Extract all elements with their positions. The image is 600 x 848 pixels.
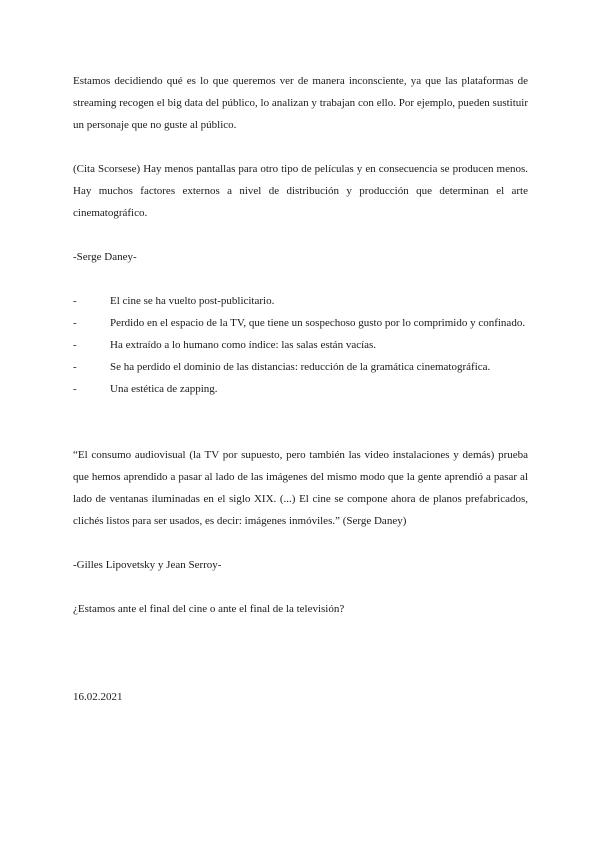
spacer [73, 136, 528, 158]
list-item [73, 378, 528, 400]
document-date: 16.02.2021 [73, 691, 123, 703]
list-item-text: Se ha perdido el dominio de las distancias: reducción de la gramática cinematográfica. [110, 361, 491, 373]
list-item-text: Una estética de zapping. [110, 383, 218, 395]
list-marker: - [73, 295, 77, 307]
list-marker: - [73, 317, 77, 329]
list-item-text: El cine se ha vuelto post-publicitario. [110, 295, 275, 307]
spacer [73, 224, 528, 246]
list-item [73, 334, 528, 356]
author-lipovetsky-serroy: -Gilles Lipovetsky y Jean Serroy- [73, 559, 222, 571]
list-marker: - [73, 339, 77, 351]
paragraph-streaming: Estamos decidiendo qué es lo que queremos ver de manera inconsciente, ya que las plataformas de streaming recogen el big data del público, lo analizan y trabajan con ello. Por ejemplo, pueden sustituir un personaje que no guste al público. [73, 75, 528, 131]
list-item [73, 312, 528, 334]
quote-paragraph: “El consumo audiovisual (la TV por supuesto, pero también las video instalaciones y demás) prueba que hemos aprendido a pasar al lado de las imágenes del mismo modo que la gente aprendió a pasar al lado de ventanas iluminadas en el siglo XIX. (...) El cine se compone ahora de planos prefabricados, clichés listos para ser usados, es decir: imágenes inmóviles.” (Serge Daney) [73, 449, 528, 527]
list-marker: - [73, 361, 77, 373]
list-item [73, 356, 528, 378]
spacer [73, 620, 528, 686]
spacer [73, 400, 528, 444]
author-serge-daney: -Serge Daney- [73, 251, 137, 263]
dash-list [73, 290, 528, 400]
spacer [73, 532, 528, 554]
document-body [73, 70, 528, 708]
list-item-text: Perdido en el espacio de la TV, que tiene un sospechoso gusto por lo comprimido y confinado. [110, 317, 526, 329]
list-item [73, 290, 528, 312]
list-item-text: Ha extraído a lo humano como índice: las salas están vacías. [110, 339, 377, 351]
list-marker: - [73, 383, 77, 395]
spacer [73, 268, 528, 290]
paragraph-scorsese: (Cita Scorsese) Hay menos pantallas para otro tipo de películas y en consecuencia se producen menos. Hay muchos factores externos a nivel de distribución y producción que determinan el arte cinematográfico. [73, 163, 528, 219]
question-paragraph: ¿Estamos ante el final del cine o ante el final de la televisión? [73, 603, 345, 615]
spacer [73, 576, 528, 598]
